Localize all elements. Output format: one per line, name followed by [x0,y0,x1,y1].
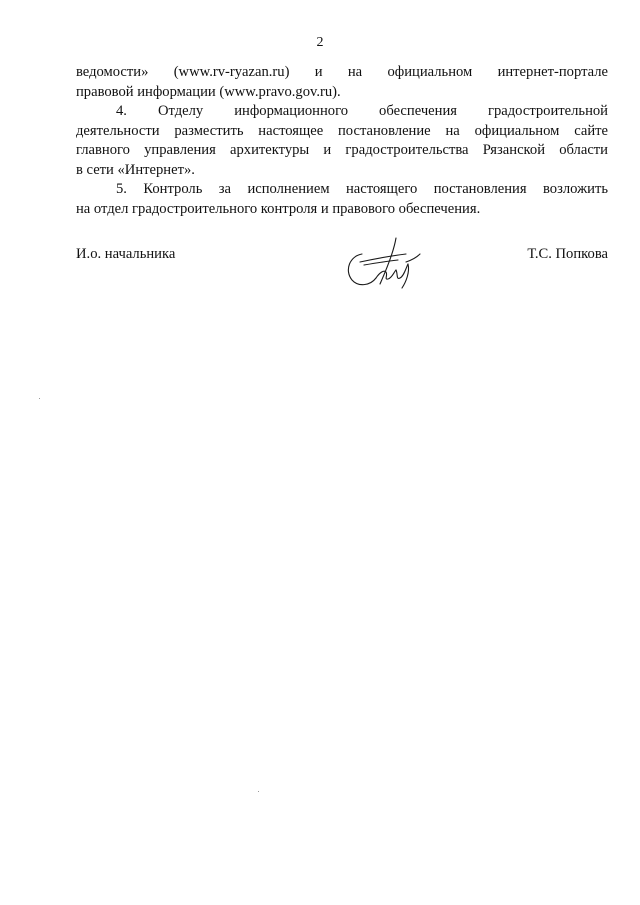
paragraph-item-4 [76,102,608,180]
scan-speck [258,791,259,792]
paragraph-continuation [76,63,608,102]
text-line: 5. Контроль за исполнением настоящего постановления возложить [116,181,608,197]
text-line: 4. Отделу информационного обеспечения градостроительной [116,103,608,119]
text-line: главного управления архитектуры и градостроительства Рязанской области [76,142,608,158]
scan-speck [39,398,40,399]
handwritten-signature [340,232,432,292]
text-line: деятельности разместить настоящее постановление на официальном сайте [76,122,608,139]
page-number: 2 [316,35,324,50]
text-line: правовой информации (www.pravo.gov.ru). [76,83,341,100]
signatory-title: И.о. начальника [76,246,176,262]
text-line: на отдел градостроительного контроля и правового обеспечения. [76,200,481,217]
document-body [76,63,608,219]
signatory-name: Т.С. Попкова [527,246,608,262]
paragraph-item-5 [76,180,608,219]
text-line: ведомости» (www.rv-ryazan.ru) и на официальном интернет-портале [76,64,608,80]
text-line: в сети «Интернет». [76,161,195,178]
